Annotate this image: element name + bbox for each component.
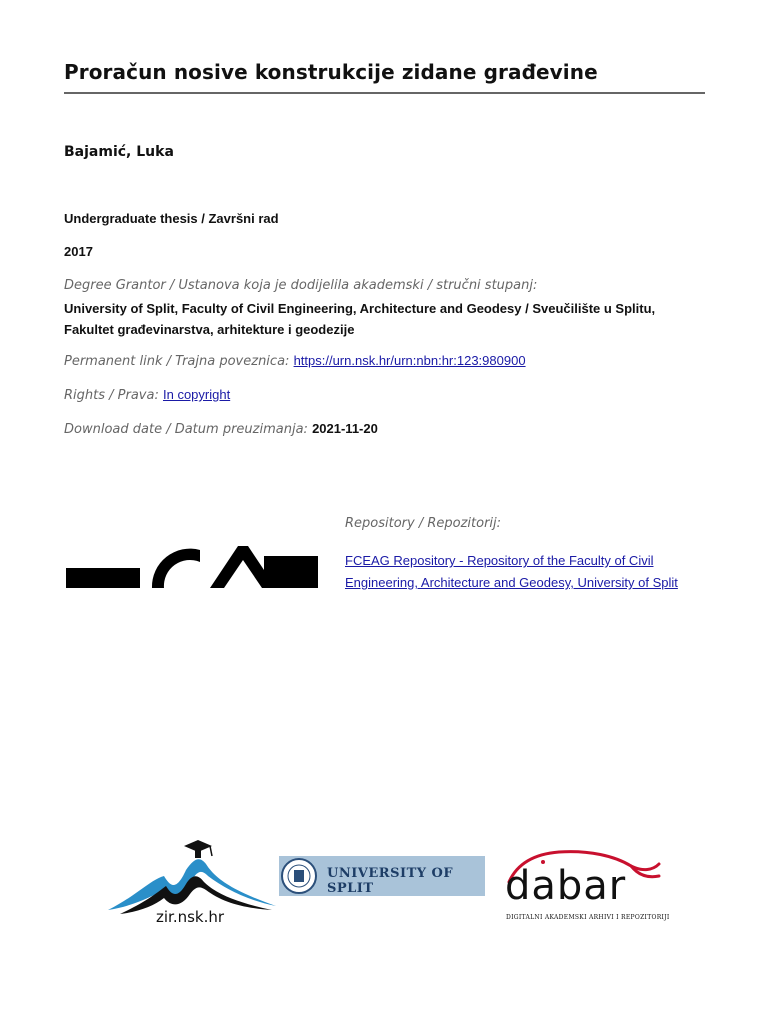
document-title: Proračun nosive konstrukcije zidane građevine <box>64 60 598 84</box>
download-date-label: Download date / Datum preuzimanja: <box>64 422 308 437</box>
rights-label: Rights / Prava: <box>64 388 159 403</box>
university-of-split-text: UNIVERSITY OF SPLIT <box>327 866 454 896</box>
zir-logo[interactable] <box>106 836 278 932</box>
dabar-logo[interactable] <box>503 846 670 926</box>
dabar-text: dabar <box>505 863 627 909</box>
download-date-value: 2021-11-20 <box>312 421 378 436</box>
permanent-link-label: Permanent link / Trajna poveznica: <box>64 354 290 369</box>
rights-row <box>64 387 230 403</box>
faculty-logo <box>64 540 320 590</box>
author-name: Bajamić, Luka <box>64 144 174 160</box>
grantor-label: Degree Grantor / Ustanova koja je dodijelila akademski / stručni stupanj: <box>64 278 538 293</box>
rights-link[interactable]: In copyright <box>162 387 231 402</box>
document-year: 2017 <box>64 244 93 259</box>
permanent-link[interactable]: https://urn.nsk.hr/urn:nbn:hr:123:980900 <box>293 353 526 368</box>
dabar-subtitle: DIGITALNI AKADEMSKI ARHIVI I REPOZITORIJI <box>506 914 670 921</box>
repository-label: Repository / Repozitorij: <box>345 516 502 531</box>
grantor-value: University of Split, Faculty of Civil Engineering, Architecture and Geodesy / Sveučilište u Splitu, Fakultet građevinarstva, arhitekture i geodezije <box>64 301 656 337</box>
university-seal-icon <box>279 856 319 896</box>
permanent-link-row <box>64 353 526 369</box>
document-type: Undergraduate thesis / Završni rad <box>64 211 279 226</box>
university-of-split-logo[interactable] <box>279 856 485 896</box>
download-date-row <box>64 421 378 437</box>
repository-link-wrapper <box>345 550 680 594</box>
zir-logo-text: zir.nsk.hr <box>156 908 225 926</box>
repository-link[interactable]: FCEAG Repository - Repository of the Faculty of Civil Engineering, Architecture and Geodesy, University of Split <box>345 553 678 590</box>
title-divider <box>64 92 705 94</box>
